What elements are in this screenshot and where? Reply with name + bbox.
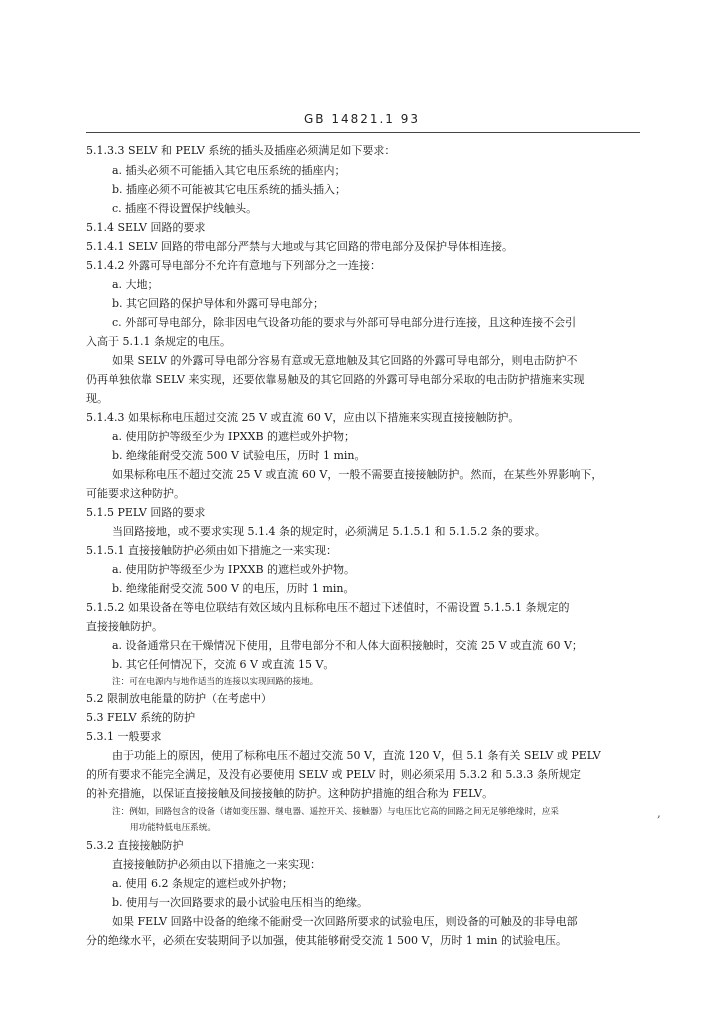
section-heading: 5.2 限制放电能量的防护（在考虑中） [86, 692, 272, 705]
text-line: c. 插座不得设置保护线触头。 [112, 202, 258, 215]
text-line: 5.1.4.2 外露可导电部分不允许有意地与下列部分之一连接： [86, 259, 381, 272]
text-line: a. 使用防护等级至少为 IPXXB 的遮栏或外护物。 [112, 563, 356, 576]
text-line: 5.1.5.2 如果设备在等电位联结有效区域内且标称电压不超过下述值时，不需设置 5.1.5.1 条规定的 [86, 601, 570, 614]
text-line: 分的绝缘水平，必须在安装期间予以加强，使其能够耐受交流 1 500 V，历时 1 min 的试验电压。 [86, 934, 567, 947]
text-line: 5.1.4.3 如果标称电压超过交流 25 V 或直流 60 V，应由以下措施来实现直接接触防护。 [86, 411, 520, 424]
note-line: 注：例如，回路包含的设备（诸如变压器、继电器、遥控开关、接触器）与电压比它高的回路之间无足够绝缘时，应采 [112, 807, 559, 817]
text-line: a. 设备通常只在干燥情况下使用，且带电部分不和人体大面积接触时，交流 25 V 或直流 60 V； [112, 639, 583, 652]
text-line: b. 其它回路的保护导体和外露可导电部分； [112, 297, 325, 310]
section-heading: 5.1.5 PELV 回路的要求 [86, 506, 206, 519]
section-heading: 5.1.4 SELV 回路的要求 [86, 221, 206, 234]
text-line: b. 使用与一次回路要求的最小试验电压相当的绝缘。 [112, 896, 369, 909]
text-line: 现。 [86, 392, 108, 405]
section-heading: 5.3.1 一般要求 [86, 730, 162, 743]
text-line: 的所有要求不能完全满足，及没有必要使用 SELV 或 PELV 时，则必须采用 5.3.2 和 5.3.3 条所规定 [86, 768, 581, 781]
text-line: c. 外部可导电部分，除非因电气设备功能的要求与外部可导电部分进行连接，且这种连接不会引 [112, 316, 577, 329]
text-line: a. 大地； [112, 278, 159, 291]
note-line: 注：可在电源内与地作适当的连接以实现回路的接地。 [112, 677, 319, 687]
text-line: a. 插头必须不可能插入其它电压系统的插座内； [112, 164, 346, 177]
text-line: a. 使用防护等级至少为 IPXXB 的遮栏或外护物； [112, 430, 356, 443]
text-line: 5.1.5.1 直接接触防护必须由如下措施之一来实现： [86, 544, 337, 557]
text-line: b. 绝缘能耐受交流 500 V 的电压，历时 1 min。 [112, 582, 355, 595]
note-line: 用功能特低电压系统。 [130, 823, 216, 833]
section-heading: 5.3.2 直接接触防护 [86, 839, 184, 852]
text-line: a. 使用 6.2 条规定的遮栏或外护物； [112, 877, 294, 890]
text-line: 当回路接地，或不要求实现 5.1.4 条的规定时，必须满足 5.1.5.1 和 5.1.5.2 条的要求。 [112, 525, 546, 538]
text-line: 仍再单独依靠 SELV 来实现，还要依靠易触及的其它回路的外露可导电部分采取的电击防护措施来实现 [86, 373, 585, 386]
text-line: 直接接触防护必须由以下措施之一来实现： [112, 858, 321, 871]
header-rule [86, 132, 640, 133]
section-heading: 5.3 FELV 系统的防护 [86, 711, 196, 724]
text-line: 由于功能上的原因，使用了标称电压不超过交流 50 V，直流 120 V，但 5.1 条有关 SELV 或 PELV [112, 749, 601, 762]
text-line: b. 插座必须不可能被其它电压系统的插头插入； [112, 183, 347, 196]
text-line: 入高于 5.1.1 条规定的电压。 [86, 335, 231, 348]
text-line: b. 绝缘能耐受交流 500 V 试验电压，历时 1 min。 [112, 449, 366, 462]
text-line: 可能要求这种防护。 [86, 487, 185, 500]
scan-mark: , [657, 806, 661, 820]
text-line: 5.1.4.1 SELV 回路的带电部分严禁与大地或与其它回路的带电部分及保护导体相连接。 [86, 240, 513, 253]
text-line: 5.1.3.3 SELV 和 PELV 系统的插头及插座必须满足如下要求： [86, 144, 396, 157]
text-line: 如果 FELV 回路中设备的绝缘不能耐受一次回路所要求的试验电压，则设备的可触及的非导电部 [112, 915, 578, 928]
text-line: 的补充措施，以保证直接接触及间接接触的防护。这种防护措施的组合称为 FELV。 [86, 787, 494, 800]
text-line: b. 其它任何情况下，交流 6 V 或直流 15 V。 [112, 658, 335, 671]
text-line: 如果标称电压不超过交流 25 V 或直流 60 V，一般不需要直接接触防护。然而，在某些外界影响下， [112, 468, 603, 481]
text-line: 直接接触防护。 [86, 620, 163, 633]
page-header: GB 14821.1 93 [303, 112, 421, 126]
text-line: 如果 SELV 的外露可导电部分容易有意或无意地触及其它回路的外露可导电部分，则电击防护不 [112, 354, 578, 367]
